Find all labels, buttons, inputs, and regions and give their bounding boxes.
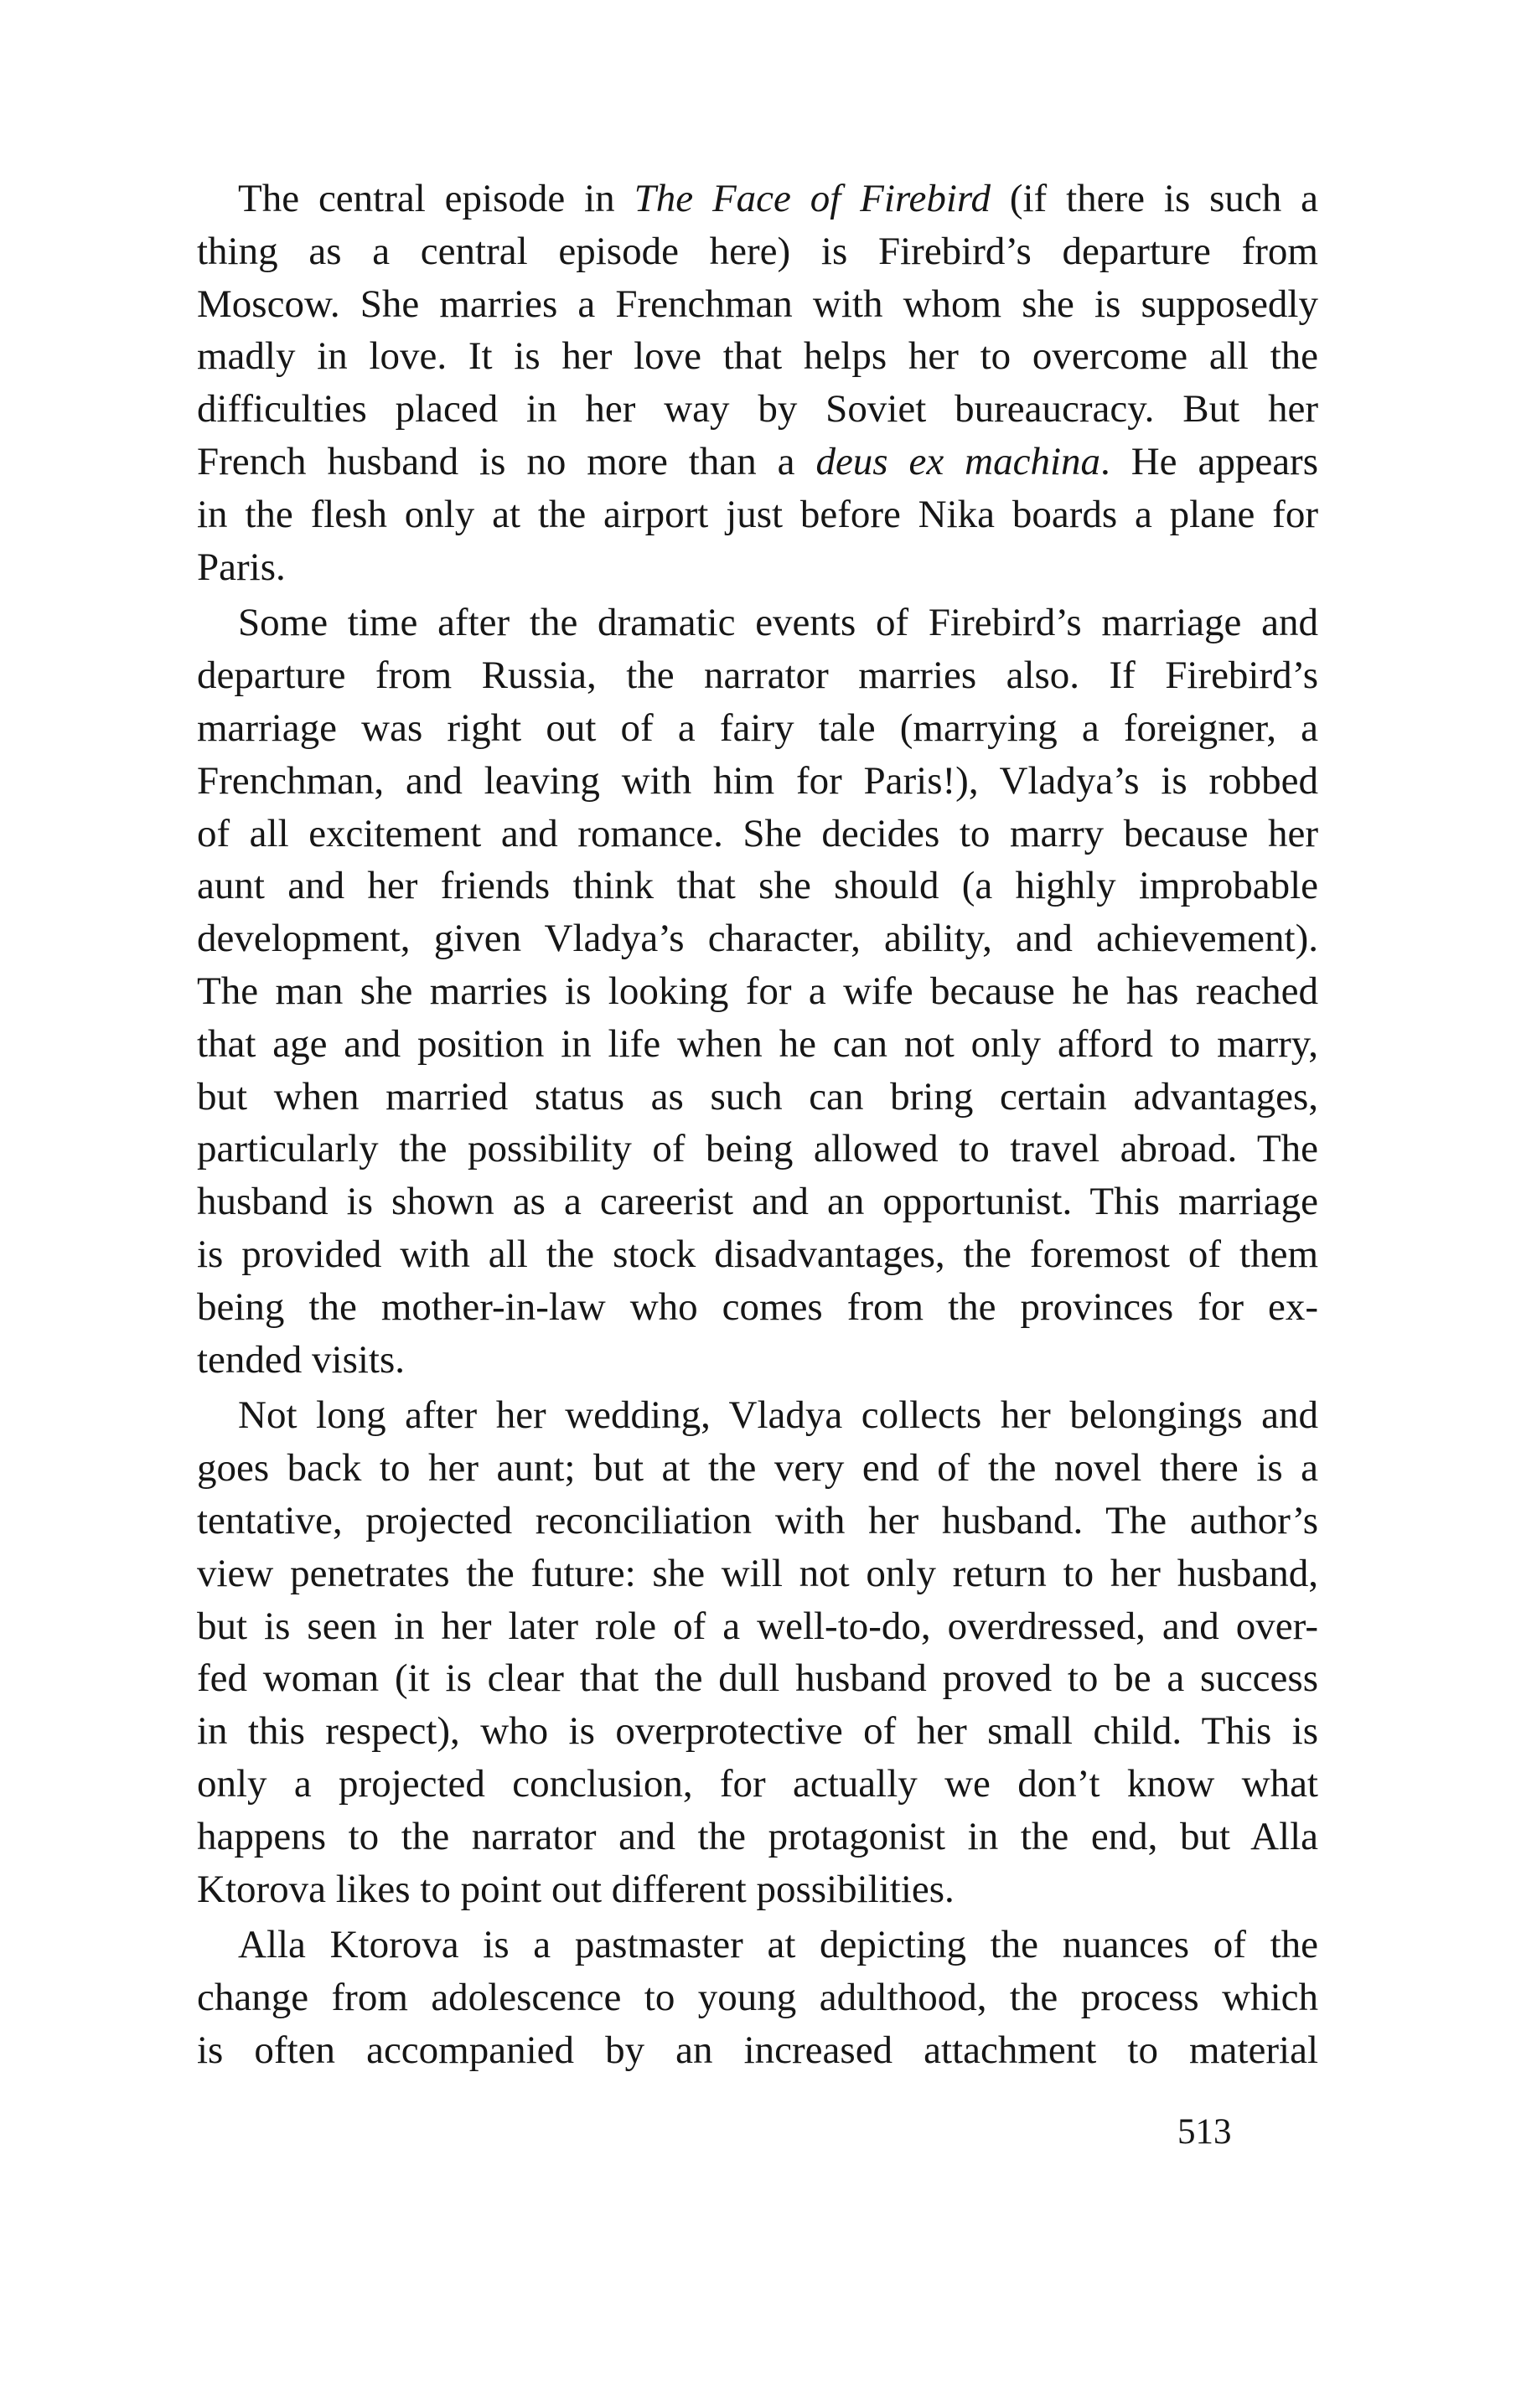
text-line: view penetrates the future: she will not only return to her husband, [197, 1551, 1318, 1595]
text-line: Paris. [197, 545, 286, 589]
text-line: aunt and her friends think that she should (a highly improbable [197, 864, 1318, 908]
text-line: happens to the narrator and the protagonist in the end, but Alla [197, 1814, 1318, 1858]
text-line: tentative, projected reconciliation with her husband. The author’s [197, 1498, 1318, 1542]
paragraph [197, 1389, 1318, 1915]
text-line: Not long after her wedding, Vladya collects her belongings and [238, 1393, 1318, 1438]
text-line: Frenchman, and leaving with him for Paris!), Vladya’s is robbed [197, 758, 1318, 803]
text-line: Moscow. She marries a Frenchman with whom she is supposedly [197, 282, 1318, 326]
text-line: difficulties placed in her way by Soviet bureaucracy. But her [197, 387, 1318, 431]
text-line: madly in love. It is her love that helps her to overcome all the [197, 334, 1318, 379]
text-line: change from adolescence to young adulthood, the process which [197, 1976, 1318, 2020]
text-line: thing as a central episode here) is Firebird’s departure from [197, 229, 1318, 273]
text-line: Some time after the dramatic events of Firebird’s marriage and [238, 601, 1318, 645]
text-line: husband is shown as a careerist and an opportunist. This marriage [197, 1180, 1318, 1224]
italic-title: deus ex machina [815, 439, 1101, 483]
text-line: Alla Ktorova is a pastmaster at depicting the nuances of the [238, 1923, 1318, 1967]
text-line: French husband is no more than a deus ex machina. He appears [197, 439, 1318, 483]
paragraph [197, 1919, 1318, 2076]
text-line: in this respect), who is overprotective of her small child. This is [197, 1709, 1318, 1754]
text-line: goes back to her aunt; but at the very end of the novel there is a [197, 1446, 1318, 1491]
text-line: development, given Vladya’s character, ability, and achievement). [197, 917, 1318, 961]
text-line: marriage was right out of a fairy tale (marrying a foreigner, a [197, 705, 1318, 750]
text-line: Ktorova likes to point out different possibilities. [197, 1867, 955, 1911]
text-line: in the flesh only at the airport just before Nika boards a plane for [197, 492, 1318, 536]
text-line: fed woman (it is clear that the dull husband proved to be a success [197, 1656, 1318, 1701]
text-line: but is seen in her later role of a well-to-do, overdressed, and over- [197, 1604, 1318, 1648]
text-line: The man she marries is looking for a wife because he has reached [197, 969, 1318, 1013]
text-line: departure from Russia, the narrator marries also. If Firebird’s [197, 654, 1318, 698]
text-line: of all excitement and romance. She decides to marry because her [197, 811, 1318, 855]
text-line: tended visits. [197, 1337, 406, 1382]
text-line: being the mother-in-law who comes from the provinces for ex- [197, 1284, 1318, 1329]
text-line: particularly the possibility of being allowed to travel abroad. The [197, 1127, 1318, 1171]
page-number: 513 [1177, 2112, 1232, 2152]
text-line: that age and position in life when he can not only afford to marry, [197, 1021, 1318, 1066]
text-line: The central episode in The Face of Firebird (if there is such a [238, 177, 1318, 220]
paragraph [197, 173, 1318, 593]
body-text [197, 173, 1318, 2077]
text-line: only a projected conclusion, for actually we don’t know what [197, 1761, 1318, 1806]
text-line: is provided with all the stock disadvantages, the foremost of them [197, 1232, 1318, 1276]
italic-title: The Face of Firebird [634, 177, 991, 220]
text-line: but when married status as such can bring certain advantages, [197, 1074, 1318, 1119]
paragraph [197, 597, 1318, 1386]
text-line: is often accompanied by an increased attachment to material [197, 2028, 1318, 2072]
